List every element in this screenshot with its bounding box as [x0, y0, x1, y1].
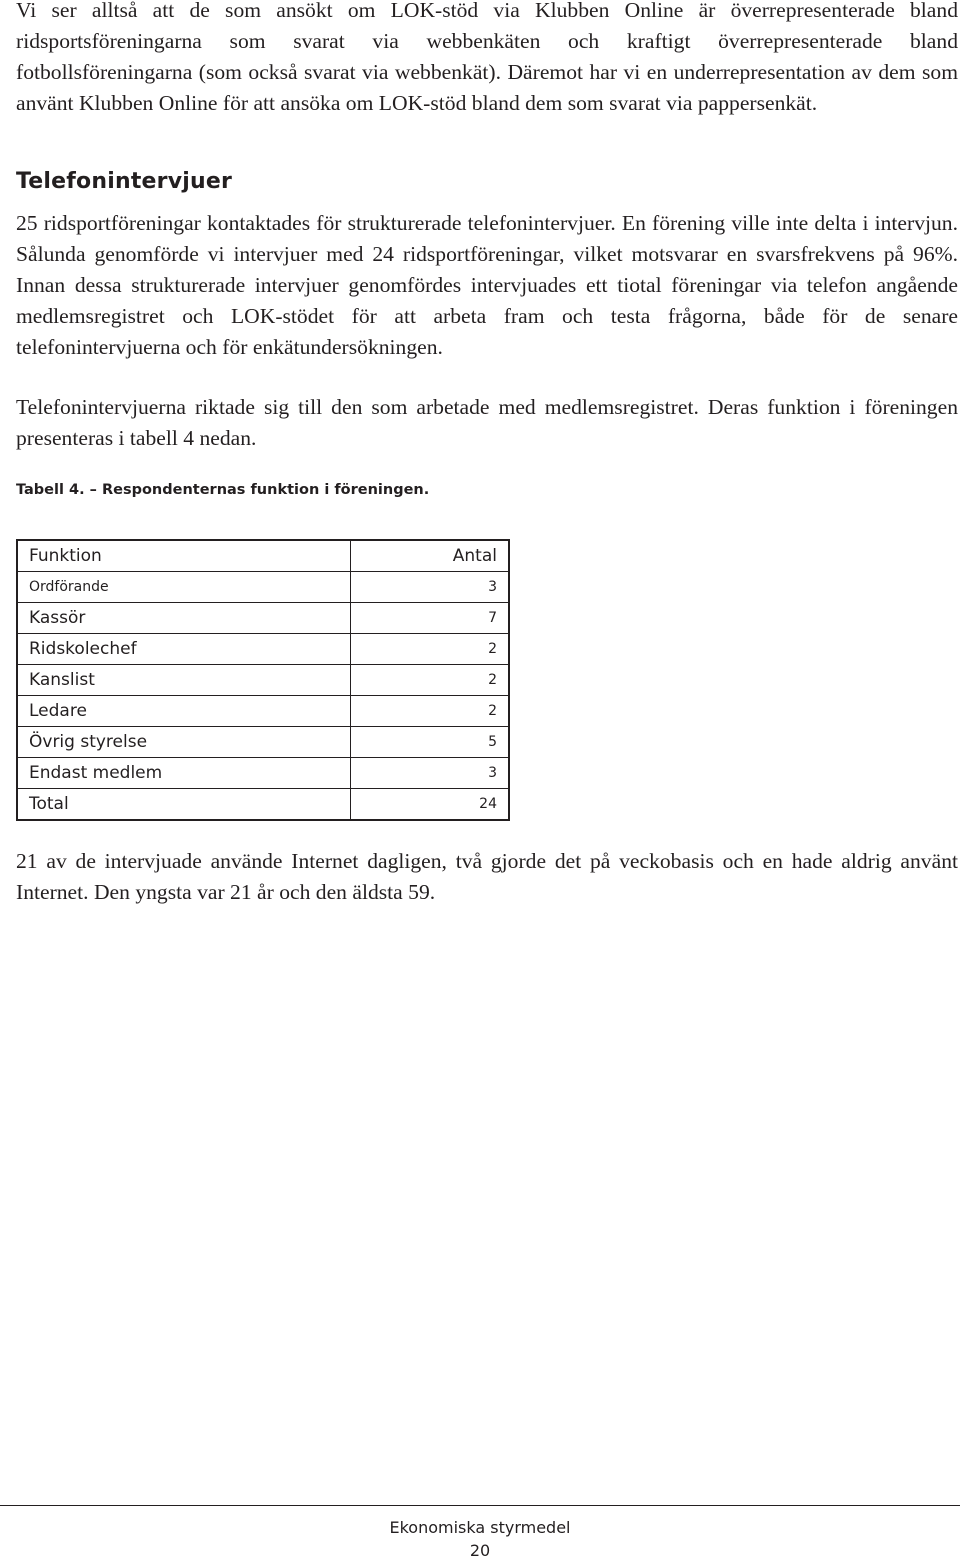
function-table	[16, 539, 510, 821]
cell-antal: 5	[351, 727, 510, 758]
cell-funktion: Ledare	[17, 696, 351, 727]
function-intro-paragraph: Telefonintervjuerna riktade sig till den som arbetade med medlemsregistret. Deras funktion i föreningen presenteras i tabell 4 nedan.	[16, 395, 958, 450]
table-row	[17, 634, 509, 665]
intro-paragraph: Vi ser alltså att de som ansökt om LOK-stöd via Klubben Online är överrepresenterade bland ridsportsföreningarna som svarat via webbenkäten och kraftigt överrepresenterade bland fotbollsföreningarna (som också svarat via webbenkät). Däremot har vi en underrepresentation av dem som använt Klubben Online för att ansöka om LOK-stöd bland dem som svarat via pappersenkät.	[16, 0, 958, 115]
page-number: 20	[469, 1541, 491, 1560]
cell-antal: 3	[351, 758, 510, 789]
table-header-row	[17, 540, 509, 572]
cell-antal: 7	[351, 603, 510, 634]
cell-funktion: Ridskolechef	[17, 634, 351, 665]
table-row	[17, 696, 509, 727]
cell-antal: 2	[351, 665, 510, 696]
cell-funktion: Kassör	[17, 603, 351, 634]
cell-funktion: Kanslist	[17, 665, 351, 696]
cell-antal: 24	[351, 789, 510, 821]
header-funktion: Funktion	[17, 540, 351, 572]
header-antal: Antal	[351, 540, 510, 572]
table-row	[17, 758, 509, 789]
table-row	[17, 727, 509, 758]
table-caption: Tabell 4. – Respondenternas funktion i föreningen.	[16, 482, 430, 498]
interviews-paragraph: 25 ridsportföreningar kontaktades för strukturerade telefonintervjuer. En förening ville inte delta i intervjun. Sålunda genomförde vi intervjuer med 24 ridsportföreningar, vilket motsvarar en svarsfrekvens på 96%. Innan dessa strukturerade intervjuer genomfördes intervjuades ett tiotal föreningar via telefon angående medlemsregistret och LOK-stödet för att arbeta fram och testa frågorna, både för de senare telefonintervjuerna och för enkätundersökningen.	[16, 211, 958, 359]
table-row	[17, 665, 509, 696]
cell-antal: 2	[351, 634, 510, 665]
cell-funktion: Övrig styrelse	[17, 727, 351, 758]
cell-funktion: Ordförande	[17, 572, 351, 603]
cell-funktion: Endast medlem	[17, 758, 351, 789]
cell-antal: 2	[351, 696, 510, 727]
footer-title: Ekonomiska styrmedel	[389, 1518, 571, 1537]
table-row	[17, 789, 509, 821]
cell-funktion: Total	[17, 789, 351, 821]
internet-paragraph: 21 av de intervjuade använde Internet dagligen, två gjorde det på veckobasis och en hade aldrig använt Internet. Den yngsta var 21 år och den äldsta 59.	[16, 849, 958, 904]
section-heading: Telefonintervjuer	[16, 169, 233, 194]
table-row	[17, 572, 509, 603]
table-row	[17, 603, 509, 634]
footer-divider	[0, 1505, 960, 1506]
cell-antal: 3	[351, 572, 510, 603]
